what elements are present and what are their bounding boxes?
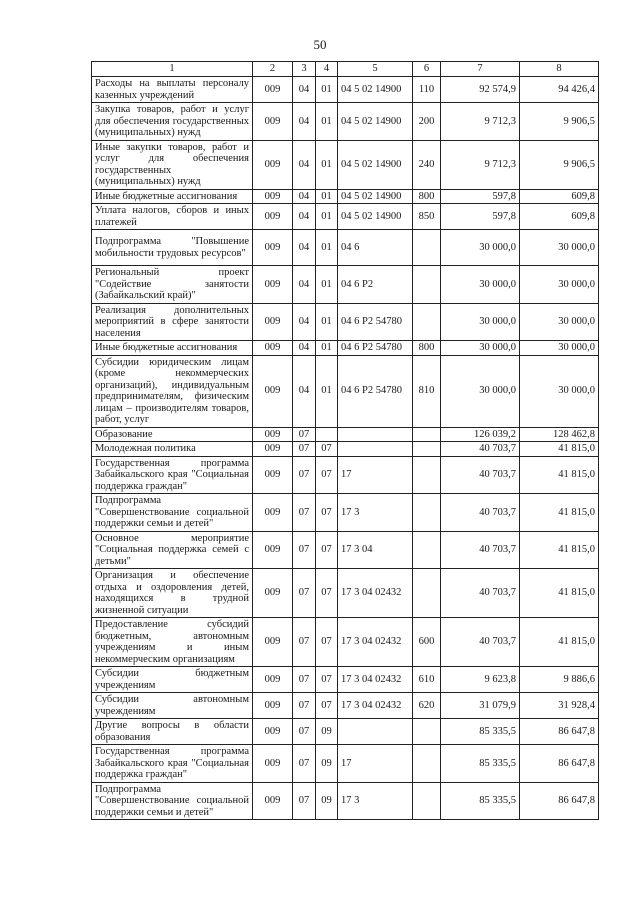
section-cell: 04 [293, 230, 316, 266]
table-row [92, 494, 599, 532]
amount-year1-cell: 92 574,9 [441, 77, 520, 103]
row-name-cell: Другие вопросы в области образования [92, 719, 253, 745]
table-row [92, 745, 599, 783]
row-name-cell: Региональный проект "Содействие занятости (Забайкальский край)" [92, 266, 253, 304]
amount-year1-cell: 31 079,9 [441, 693, 520, 719]
target-article-cell: 17 3 04 02432 [338, 667, 413, 693]
expense-type-cell [413, 230, 441, 266]
grbs-cell: 009 [253, 204, 293, 230]
amount-year2-cell: 41 815,0 [520, 456, 599, 494]
expense-type-cell [413, 719, 441, 745]
amount-year2-cell: 86 647,8 [520, 782, 599, 820]
row-name-cell: Реализация дополнительных мероприятий в сфере занятости населения [92, 303, 253, 341]
table-row [92, 531, 599, 569]
table-row [92, 667, 599, 693]
amount-year1-cell: 30 000,0 [441, 266, 520, 304]
grbs-cell: 009 [253, 140, 293, 189]
grbs-cell: 009 [253, 442, 293, 457]
amount-year1-cell: 126 039,2 [441, 427, 520, 442]
section-cell: 07 [293, 667, 316, 693]
amount-year2-cell: 30 000,0 [520, 266, 599, 304]
amount-year2-cell: 609,8 [520, 204, 599, 230]
target-article-cell [338, 719, 413, 745]
row-name-cell: Иные бюджетные ассигнования [92, 189, 253, 204]
table-row [92, 303, 599, 341]
amount-year2-cell: 86 647,8 [520, 719, 599, 745]
target-article-cell: 04 5 02 14900 [338, 189, 413, 204]
expense-type-cell [413, 494, 441, 532]
section-cell: 04 [293, 189, 316, 204]
amount-year2-cell: 30 000,0 [520, 355, 599, 427]
subsection-cell: 09 [316, 745, 338, 783]
row-name-cell: Подпрограмма "Совершенствование социальной поддержки семьи и детей" [92, 494, 253, 532]
grbs-cell: 009 [253, 103, 293, 141]
section-cell: 07 [293, 456, 316, 494]
row-name-cell: Уплата налогов, сборов и иных платежей [92, 204, 253, 230]
section-cell: 04 [293, 204, 316, 230]
section-cell: 07 [293, 782, 316, 820]
amount-year1-cell: 85 335,5 [441, 745, 520, 783]
target-article-cell [338, 442, 413, 457]
amount-year2-cell: 128 462,8 [520, 427, 599, 442]
section-cell: 07 [293, 693, 316, 719]
subsection-cell: 01 [316, 303, 338, 341]
subsection-cell: 07 [316, 456, 338, 494]
section-cell: 04 [293, 266, 316, 304]
grbs-cell: 009 [253, 303, 293, 341]
subsection-cell: 01 [316, 77, 338, 103]
table-row [92, 341, 599, 356]
target-article-cell: 04 6 P2 54780 [338, 355, 413, 427]
amount-year1-cell: 85 335,5 [441, 782, 520, 820]
expense-type-cell: 610 [413, 667, 441, 693]
target-article-cell: 04 6 P2 54780 [338, 341, 413, 356]
amount-year2-cell: 41 815,0 [520, 442, 599, 457]
subsection-cell: 07 [316, 442, 338, 457]
grbs-cell: 009 [253, 355, 293, 427]
expense-type-cell: 200 [413, 103, 441, 141]
target-article-cell: 17 [338, 456, 413, 494]
column-header: 8 [520, 62, 599, 77]
grbs-cell: 009 [253, 693, 293, 719]
expense-type-cell: 240 [413, 140, 441, 189]
expense-type-cell [413, 266, 441, 304]
section-cell: 07 [293, 442, 316, 457]
subsection-cell: 09 [316, 782, 338, 820]
amount-year2-cell: 86 647,8 [520, 745, 599, 783]
subsection-cell: 01 [316, 189, 338, 204]
amount-year1-cell: 40 703,7 [441, 531, 520, 569]
section-cell: 04 [293, 103, 316, 141]
subsection-cell: 01 [316, 341, 338, 356]
amount-year1-cell: 597,8 [441, 189, 520, 204]
expense-type-cell [413, 569, 441, 618]
amount-year1-cell: 9 712,3 [441, 103, 520, 141]
target-article-cell: 17 3 04 02432 [338, 693, 413, 719]
amount-year2-cell: 9 886,6 [520, 667, 599, 693]
grbs-cell: 009 [253, 667, 293, 693]
amount-year1-cell: 9 623,8 [441, 667, 520, 693]
section-cell: 07 [293, 569, 316, 618]
amount-year1-cell: 40 703,7 [441, 494, 520, 532]
target-article-cell: 17 3 [338, 782, 413, 820]
amount-year2-cell: 41 815,0 [520, 618, 599, 667]
expense-type-cell [413, 456, 441, 494]
grbs-cell: 009 [253, 719, 293, 745]
grbs-cell: 009 [253, 77, 293, 103]
table-row [92, 719, 599, 745]
row-name-cell: Иные закупки товаров, работ и услуг для обеспечения государственных (муниципальных) нужд [92, 140, 253, 189]
row-name-cell: Расходы на выплаты персоналу казенных учреждений [92, 77, 253, 103]
target-article-cell: 17 3 04 [338, 531, 413, 569]
table-row [92, 204, 599, 230]
row-name-cell: Субсидии юридическим лицам (кроме некоммерческих организаций), индивидуальным предпринимателям, физическим лицам – производителям товаров, работ, услуг [92, 355, 253, 427]
expense-type-cell [413, 782, 441, 820]
amount-year1-cell: 30 000,0 [441, 230, 520, 266]
subsection-cell [316, 427, 338, 442]
subsection-cell: 01 [316, 140, 338, 189]
amount-year2-cell: 609,8 [520, 189, 599, 204]
amount-year1-cell: 30 000,0 [441, 341, 520, 356]
subsection-cell: 01 [316, 355, 338, 427]
grbs-cell: 009 [253, 341, 293, 356]
target-article-cell: 04 5 02 14900 [338, 204, 413, 230]
row-name-cell: Образование [92, 427, 253, 442]
grbs-cell: 009 [253, 494, 293, 532]
expense-type-cell [413, 303, 441, 341]
section-cell: 04 [293, 140, 316, 189]
amount-year1-cell: 9 712,3 [441, 140, 520, 189]
table-row [92, 355, 599, 427]
target-article-cell: 17 [338, 745, 413, 783]
table-row [92, 693, 599, 719]
amount-year1-cell: 40 703,7 [441, 456, 520, 494]
amount-year2-cell: 9 906,5 [520, 140, 599, 189]
amount-year2-cell: 30 000,0 [520, 341, 599, 356]
amount-year1-cell: 30 000,0 [441, 303, 520, 341]
target-article-cell: 17 3 [338, 494, 413, 532]
row-name-cell: Субсидии автономным учреждениям [92, 693, 253, 719]
amount-year1-cell: 85 335,5 [441, 719, 520, 745]
column-header: 4 [316, 62, 338, 77]
section-cell: 04 [293, 303, 316, 341]
subsection-cell: 01 [316, 230, 338, 266]
table-row [92, 782, 599, 820]
subsection-cell: 01 [316, 266, 338, 304]
section-cell: 07 [293, 494, 316, 532]
expense-type-cell [413, 427, 441, 442]
budget-table [91, 61, 599, 820]
subsection-cell: 07 [316, 494, 338, 532]
amount-year2-cell: 9 906,5 [520, 103, 599, 141]
column-header: 3 [293, 62, 316, 77]
row-name-cell: Основное мероприятие "Социальная поддержка семей с детьми" [92, 531, 253, 569]
row-name-cell: Закупка товаров, работ и услуг для обеспечения государственных (муниципальных) нужд [92, 103, 253, 141]
amount-year2-cell: 41 815,0 [520, 494, 599, 532]
amount-year2-cell: 41 815,0 [520, 531, 599, 569]
expense-type-cell [413, 745, 441, 783]
amount-year2-cell: 30 000,0 [520, 230, 599, 266]
column-header: 1 [92, 62, 253, 77]
amount-year2-cell: 30 000,0 [520, 303, 599, 341]
section-cell: 07 [293, 719, 316, 745]
page-number: 50 [313, 37, 327, 52]
table-row [92, 427, 599, 442]
grbs-cell: 009 [253, 569, 293, 618]
expense-type-cell: 620 [413, 693, 441, 719]
expense-type-cell [413, 442, 441, 457]
expense-type-cell: 110 [413, 77, 441, 103]
table-row [92, 442, 599, 457]
table-row [92, 140, 599, 189]
target-article-cell: 04 5 02 14900 [338, 140, 413, 189]
section-cell: 07 [293, 745, 316, 783]
expense-type-cell: 850 [413, 204, 441, 230]
target-article-cell: 04 5 02 14900 [338, 77, 413, 103]
row-name-cell: Подпрограмма "Совершенствование социальной поддержки семьи и детей" [92, 782, 253, 820]
section-cell: 07 [293, 427, 316, 442]
column-header: 7 [441, 62, 520, 77]
section-cell: 07 [293, 531, 316, 569]
expense-type-cell: 800 [413, 189, 441, 204]
row-name-cell: Предоставление субсидий бюджетным, автономным учреждениям и иным некоммерческим организациям [92, 618, 253, 667]
table-row [92, 618, 599, 667]
table-row [92, 569, 599, 618]
target-article-cell: 17 3 04 02432 [338, 618, 413, 667]
column-header: 2 [253, 62, 293, 77]
subsection-cell: 09 [316, 719, 338, 745]
target-article-cell: 17 3 04 02432 [338, 569, 413, 618]
column-header: 5 [338, 62, 413, 77]
target-article-cell: 04 6 P2 54780 [338, 303, 413, 341]
subsection-cell: 01 [316, 103, 338, 141]
expense-type-cell: 600 [413, 618, 441, 667]
target-article-cell: 04 6 [338, 230, 413, 266]
subsection-cell: 01 [316, 204, 338, 230]
subsection-cell: 07 [316, 569, 338, 618]
column-header: 6 [413, 62, 441, 77]
grbs-cell: 009 [253, 782, 293, 820]
section-cell: 04 [293, 341, 316, 356]
table-row [92, 103, 599, 141]
amount-year2-cell: 41 815,0 [520, 569, 599, 618]
subsection-cell: 07 [316, 693, 338, 719]
amount-year1-cell: 30 000,0 [441, 355, 520, 427]
expense-type-cell: 810 [413, 355, 441, 427]
subsection-cell: 07 [316, 667, 338, 693]
target-article-cell [338, 427, 413, 442]
grbs-cell: 009 [253, 618, 293, 667]
table-row [92, 266, 599, 304]
amount-year1-cell: 40 703,7 [441, 569, 520, 618]
row-name-cell: Организация и обеспечение отдыха и оздоровления детей, находящихся в трудной жизненной ситуации [92, 569, 253, 618]
subsection-cell: 07 [316, 531, 338, 569]
grbs-cell: 009 [253, 456, 293, 494]
row-name-cell: Государственная программа Забайкальского края "Социальная поддержка граждан" [92, 456, 253, 494]
row-name-cell: Иные бюджетные ассигнования [92, 341, 253, 356]
table-row [92, 230, 599, 266]
amount-year2-cell: 31 928,4 [520, 693, 599, 719]
grbs-cell: 009 [253, 266, 293, 304]
grbs-cell: 009 [253, 745, 293, 783]
header-row [92, 62, 599, 77]
grbs-cell: 009 [253, 531, 293, 569]
row-name-cell: Государственная программа Забайкальского края "Социальная поддержка граждан" [92, 745, 253, 783]
amount-year2-cell: 94 426,4 [520, 77, 599, 103]
table-row [92, 456, 599, 494]
table-row [92, 77, 599, 103]
section-cell: 04 [293, 355, 316, 427]
amount-year1-cell: 40 703,7 [441, 618, 520, 667]
grbs-cell: 009 [253, 189, 293, 204]
grbs-cell: 009 [253, 230, 293, 266]
row-name-cell: Субсидии бюджетным учреждениям [92, 667, 253, 693]
subsection-cell: 07 [316, 618, 338, 667]
row-name-cell: Молодежная политика [92, 442, 253, 457]
table-row [92, 189, 599, 204]
expense-type-cell [413, 531, 441, 569]
amount-year1-cell: 40 703,7 [441, 442, 520, 457]
row-name-cell: Подпрограмма "Повышение мобильности трудовых ресурсов" [92, 230, 253, 266]
grbs-cell: 009 [253, 427, 293, 442]
expense-type-cell: 800 [413, 341, 441, 356]
section-cell: 04 [293, 77, 316, 103]
target-article-cell: 04 5 02 14900 [338, 103, 413, 141]
amount-year1-cell: 597,8 [441, 204, 520, 230]
section-cell: 07 [293, 618, 316, 667]
target-article-cell: 04 6 P2 [338, 266, 413, 304]
